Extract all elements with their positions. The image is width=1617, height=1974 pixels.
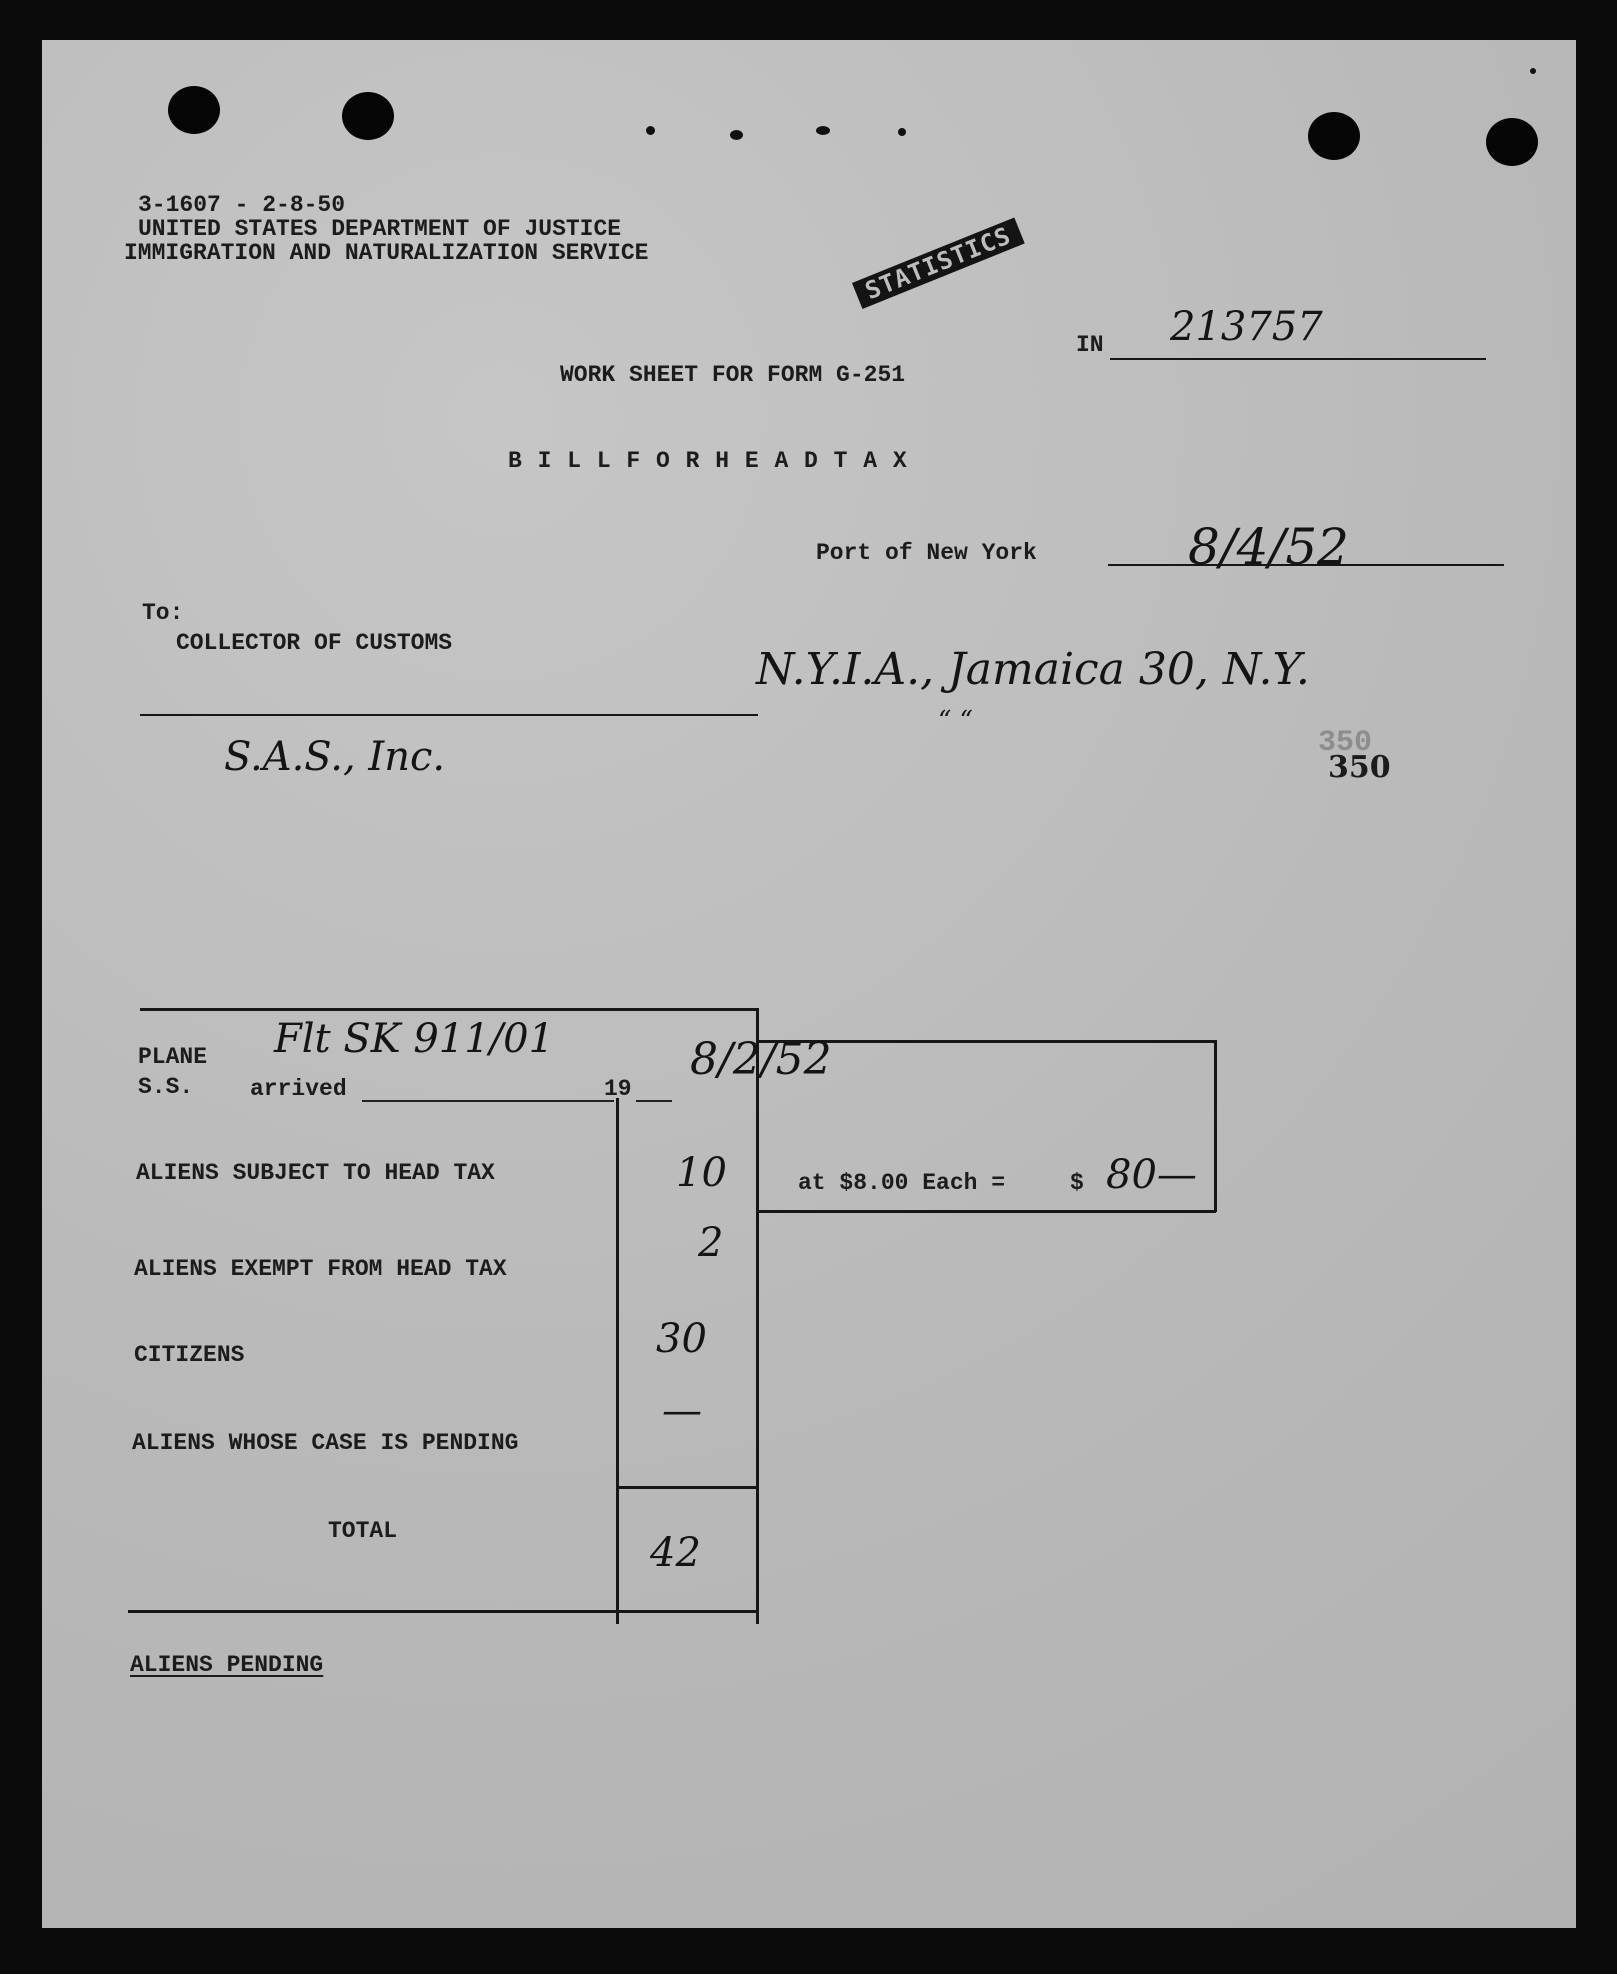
- ink-speck: [646, 126, 655, 135]
- department-name: UNITED STATES DEPARTMENT OF JUSTICE: [138, 216, 622, 242]
- value-column-left: [616, 1098, 619, 1624]
- service-name: IMMIGRATION AND NATURALIZATION SERVICE: [124, 240, 649, 266]
- row-value-citizens: 30: [656, 1316, 707, 1362]
- punch-hole: [342, 92, 394, 140]
- plane-label: PLANE: [138, 1044, 208, 1070]
- recipient: COLLECTOR OF CUSTOMS: [176, 630, 453, 656]
- tax-rate-text: at $8.00 Each =: [798, 1170, 1006, 1196]
- file-number-label: IN: [1076, 332, 1104, 358]
- row-value-pending: —: [662, 1388, 702, 1434]
- flight-number: Flt SK 911/01: [274, 1016, 555, 1062]
- ink-speck: [1530, 68, 1536, 74]
- tax-amount: 80—: [1106, 1152, 1197, 1198]
- total-top-rule: [616, 1486, 758, 1489]
- ditto-marks: “ “: [938, 706, 973, 736]
- row-label-pending: ALIENS WHOSE CASE IS PENDING: [132, 1430, 519, 1456]
- ss-label: S.S.: [138, 1074, 194, 1100]
- port-date: 8/4/52: [1188, 518, 1349, 576]
- punch-hole: [1308, 112, 1360, 160]
- work-sheet-title: WORK SHEET FOR FORM G-251: [560, 362, 906, 388]
- document-sheet: [42, 40, 1576, 1928]
- arrived-fill-line: [362, 1100, 614, 1102]
- row-value-subject: 10: [676, 1150, 727, 1196]
- arrived-label: arrived: [250, 1076, 347, 1102]
- ink-speck: [730, 130, 743, 140]
- arrival-date: 8/2/52: [690, 1034, 832, 1085]
- tax-currency: $: [1070, 1170, 1084, 1196]
- port-label: Port of New York: [816, 540, 1037, 566]
- ink-speck: [898, 128, 906, 136]
- year-fill-line: [636, 1100, 672, 1102]
- table-top-rule: [140, 1008, 756, 1011]
- punch-hole: [1486, 118, 1538, 166]
- code-number: 350: [1328, 750, 1391, 785]
- row-label-subject: ALIENS SUBJECT TO HEAD TAX: [136, 1160, 495, 1186]
- form-number: 3-1607 - 2-8-50: [138, 192, 346, 218]
- total-label: TOTAL: [328, 1518, 398, 1544]
- statistics-stamp: STATISTICS: [852, 218, 1024, 309]
- row-value-exempt: 2: [698, 1220, 724, 1266]
- code-number-faint: 350: [1318, 726, 1373, 760]
- punch-hole: [168, 86, 220, 134]
- row-label-exempt: ALIENS EXEMPT FROM HEAD TAX: [134, 1256, 507, 1282]
- to-label: To:: [142, 600, 184, 626]
- ink-speck: [816, 126, 830, 135]
- table-bottom-rule: [128, 1610, 758, 1613]
- rate-box-right: [1214, 1040, 1217, 1212]
- company-name: S.A.S., Inc.: [224, 734, 446, 780]
- file-number-line: [1110, 358, 1486, 360]
- year-prefix: 19: [604, 1076, 632, 1102]
- airport-location: N.Y.I.A., Jamaica 30, N.Y.: [756, 644, 1310, 695]
- rate-box-bottom: [756, 1210, 1216, 1213]
- aliens-pending-heading: ALIENS PENDING: [130, 1652, 324, 1678]
- value-column-right: [756, 1008, 759, 1624]
- bill-title: B I L L F O R H E A D T A X: [508, 448, 908, 474]
- total-value: 42: [650, 1530, 701, 1576]
- recipient-line: [140, 714, 758, 716]
- file-number-value: 213757: [1170, 304, 1323, 350]
- row-label-citizens: CITIZENS: [134, 1342, 245, 1368]
